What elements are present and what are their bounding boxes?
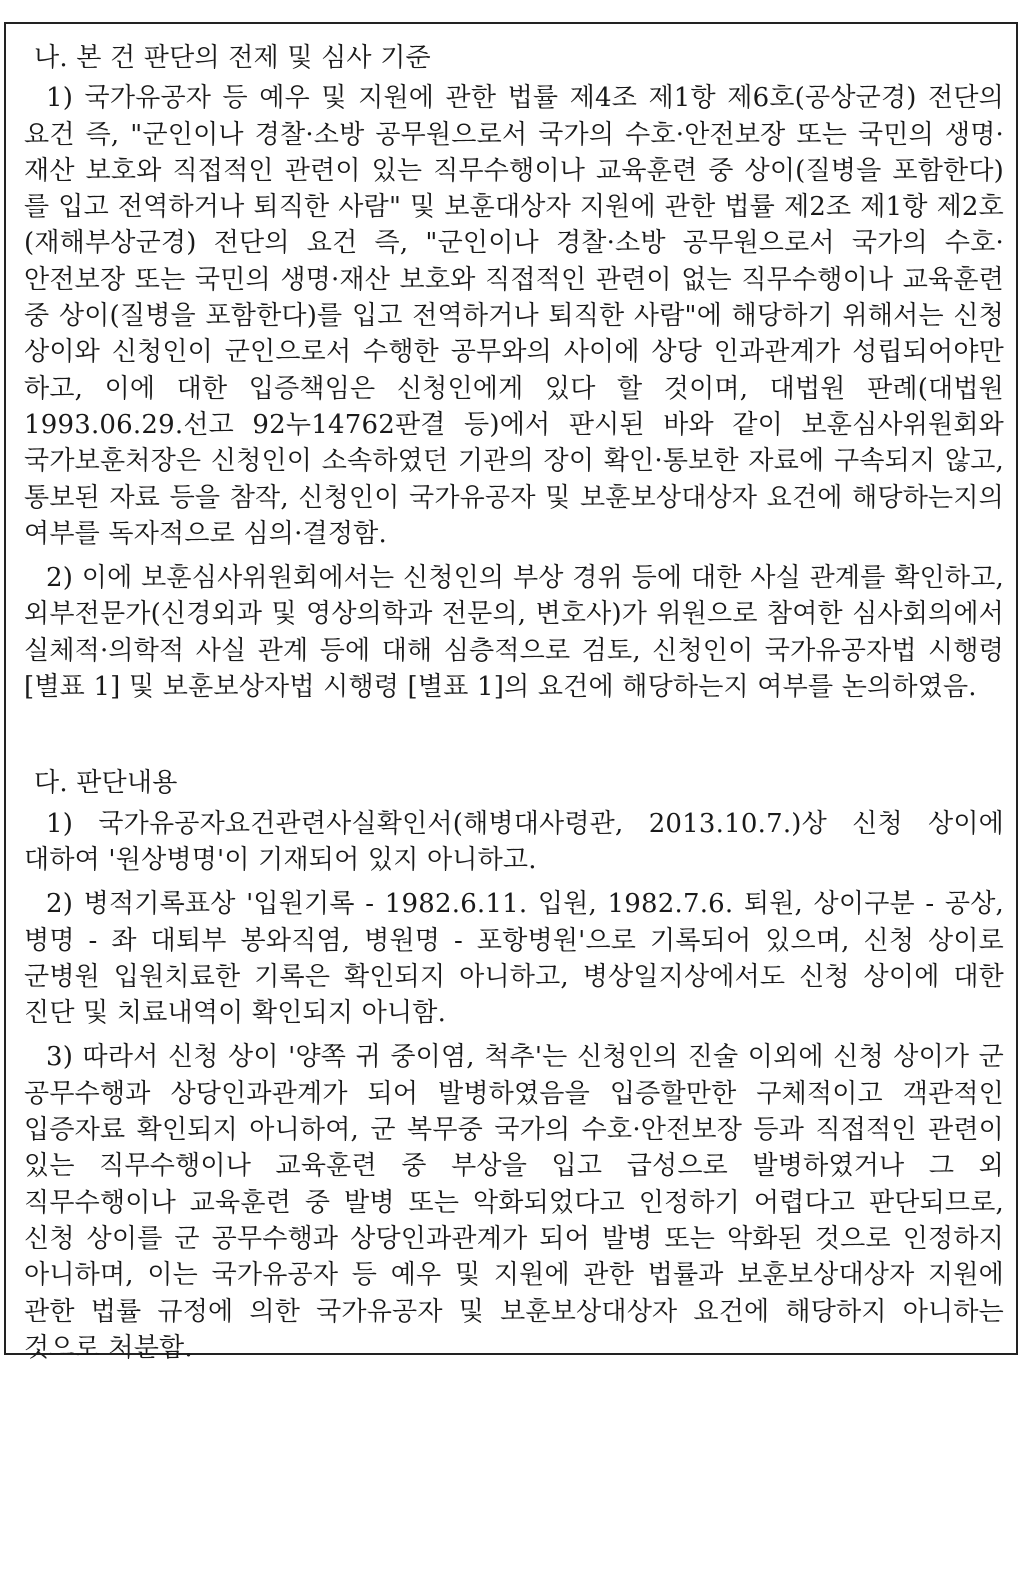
section-spacer [24, 713, 1004, 765]
paragraph-da-1: 1) 국가유공자요건관련사실확인서(해병대사령관, 2013.10.7.)상 신청 상이에 대하여 '원상병명'이 기재되어 있지 아니하고. [24, 808, 1004, 875]
paragraph-na-1: 1) 국가유공자 등 예우 및 지원에 관한 법률 제4조 제1항 제6호(공상군경) 전단의 요건 즉, "군인이나 경찰·소방 공무원으로서 국가의 수호·안전보장 또는 국민의 생명·재산 보호와 직접적인 관련이 있는 직무수행이나 교육훈련 중 상이(질병을 포함한다)를 입고 전역하거나 퇴직한 사람" 및 보훈대상자 지원에 관한 법률 제2조 제1항 제2호(재해부상군경) 전단의 요건 즉, "군인이나 경찰·소방 공무원으로서 국가의 수호·안전보장 또는 국민의 생명·재산 보호와 직접적인 관련이 없는 직무수행이나 교육훈련 중 상이(질병을 포함한다)를 입고 전역하거나 퇴직한 사람"에 해당하기 위해서는 신청 상이와 신청인이 군인으로서 수행한 공무와의 사이에 상당 인과관계가 성립되어야만 하고, 이에 대한 입증책임은 신청인에게 있다 할 것이며, 대법원 판례(대법원 1993.06.29.선고 92누14762판결 등)에서 판시된 바와 같이 보훈심사위원회와 국가보훈처장은 신청인이 소속하였던 기관의 장이 확인·통보한 자료에 구속되지 않고, 통보된 자료 등을 참작, 신청인이 국가유공자 및 보훈보상대상자 요건에 해당하는지의 여부를 독자적으로 심의·결정함. [24, 83, 1004, 549]
section-heading-da: 다. 판단내용 [34, 768, 178, 799]
paragraph-da-2: 2) 병적기록표상 '입원기록 - 1982.6.11. 입원, 1982.7.6. 퇴원, 상이구분 - 공상, 병명 - 좌 대퇴부 봉와직염, 병원명 - 포항병원'으로 기록되어 있으며, 신청 상이로 군병원 입원치료한 기록은 확인되지 아니하고, 병상일지상에서도 신청 상이에 대한 진단 및 치료내역이 확인되지 아니함. [24, 889, 1004, 1029]
paragraph-na-2: 2) 이에 보훈심사위원회에서는 신청인의 부상 경위 등에 대한 사실 관계를 확인하고, 외부전문가(신경외과 및 영상의학과 전문의, 변호사)가 위원으로 참여한 심사회의에서 실체적·의학적 사실 관계 등에 대해 심층적으로 검토, 신청인이 국가유공자법 시행령 [별표 1] 및 보훈보상자법 시행령 [별표 1]의 요건에 해당하는지 여부를 논의하였음. [24, 563, 1004, 703]
section-heading-na: 나. 본 건 판단의 전제 및 심사 기준 [34, 43, 431, 73]
paragraph-da-3: 3) 따라서 신청 상이 '양쪽 귀 중이염, 척추'는 신청인의 진술 이외에 신청 상이가 군 공무수행과 상당인과관계가 되어 발병하였음을 입증할만한 구체적이고 객관적인 입증자료 확인되지 아니하여, 군 복무중 국가의 수호·안전보장 등과 직접적인 관련이 있는 직무수행이나 교육훈련 중 부상을 입고 급성으로 발병하였거나 그 외 직무수행이나 교육훈련 중 발병 또는 악화되었다고 인정하기 어렵다고 판단되므로, 신청 상이를 군 공무수행과 상당인과관계가 되어 발병 또는 악화된 것으로 인정하지 아니하며, 이는 국가유공자 등 예우 및 지원에 관한 법률과 보훈보상대상자 지원에 관한 법률 규정에 의한 국가유공자 및 보훈보상대상자 요건에 해당하지 아니하는 것으로 처분함. [24, 1042, 1004, 1363]
document-body [24, 40, 1004, 1374]
